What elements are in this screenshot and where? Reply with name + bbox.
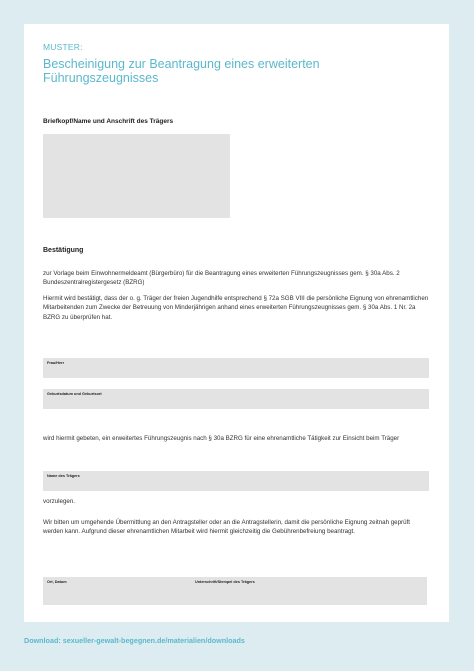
paragraph-confirmation: Hiermit wird bestätigt, dass der o. g. Träger der freien Jugendhilfe entsprechend § 72a SGB VIII die persönliche Eignung von ehrenamtlichen Mitarbeitenden zum Zwecke der Betreuung von Minderjährigen anhand eines erweiterten Führungszeugnisses gem. § 30a Abs. 1 Nr. 2a BZRG zu überprüfen hat. [43, 295, 429, 321]
document-title: Bescheinigung zur Beantragung eines erweiterten Führungszeugnisses [43, 57, 320, 85]
carrier-name-field[interactable] [43, 471, 429, 491]
paragraph-purpose: zur Vorlage beim Einwohnermeldeamt (Bürgerbüro) für die Beantragung eines erweiterten Führungszeugnisses gem. § 30a Abs. 2 Bundeszentralregistergesetz (BZRG) [43, 270, 400, 287]
download-link[interactable]: Download: sexueller-gewalt-begegnen.de/materialien/downloads [24, 636, 245, 645]
place-date-field-label: Ort, Datum [47, 580, 67, 584]
letterhead-label: Briefkopf/Name und Anschrift des Trägers [43, 118, 174, 125]
signature-field-label: Unterschrift/Stempel des Trägers [195, 580, 255, 584]
name-field[interactable] [43, 358, 429, 378]
muster-label: MUSTER: [43, 42, 83, 52]
birth-field[interactable] [43, 389, 429, 409]
paragraph-request: wird hiermit gebeten, ein erweitertes Führungszeugnis nach § 30a BZRG für eine ehrenamtliche Tätigkeit zur Einsicht beim Träger [43, 435, 400, 442]
name-field-label: Frau/Herr [47, 361, 65, 365]
document-page [24, 24, 449, 622]
section-title: Bestätigung [43, 247, 84, 254]
letterhead-placeholder [43, 134, 230, 218]
paragraph-transmission: Wir bitten um umgehende Übermittlung an den Antragsteller oder an die Antragstellerin, damit die persönliche Eignung zeitnah geprüft werden kann. Aufgrund dieser ehrenamtlichen Mitarbeit wird hiermit gleichzeitig die Gebührenbefreiung beantragt. [43, 519, 410, 536]
birth-field-label: Geburtsdatum und Geburtsort [47, 392, 102, 396]
signature-field[interactable] [191, 577, 427, 605]
carrier-name-field-label: Name des Trägers [47, 474, 80, 478]
paragraph-submit: vorzulegen. [43, 498, 75, 505]
